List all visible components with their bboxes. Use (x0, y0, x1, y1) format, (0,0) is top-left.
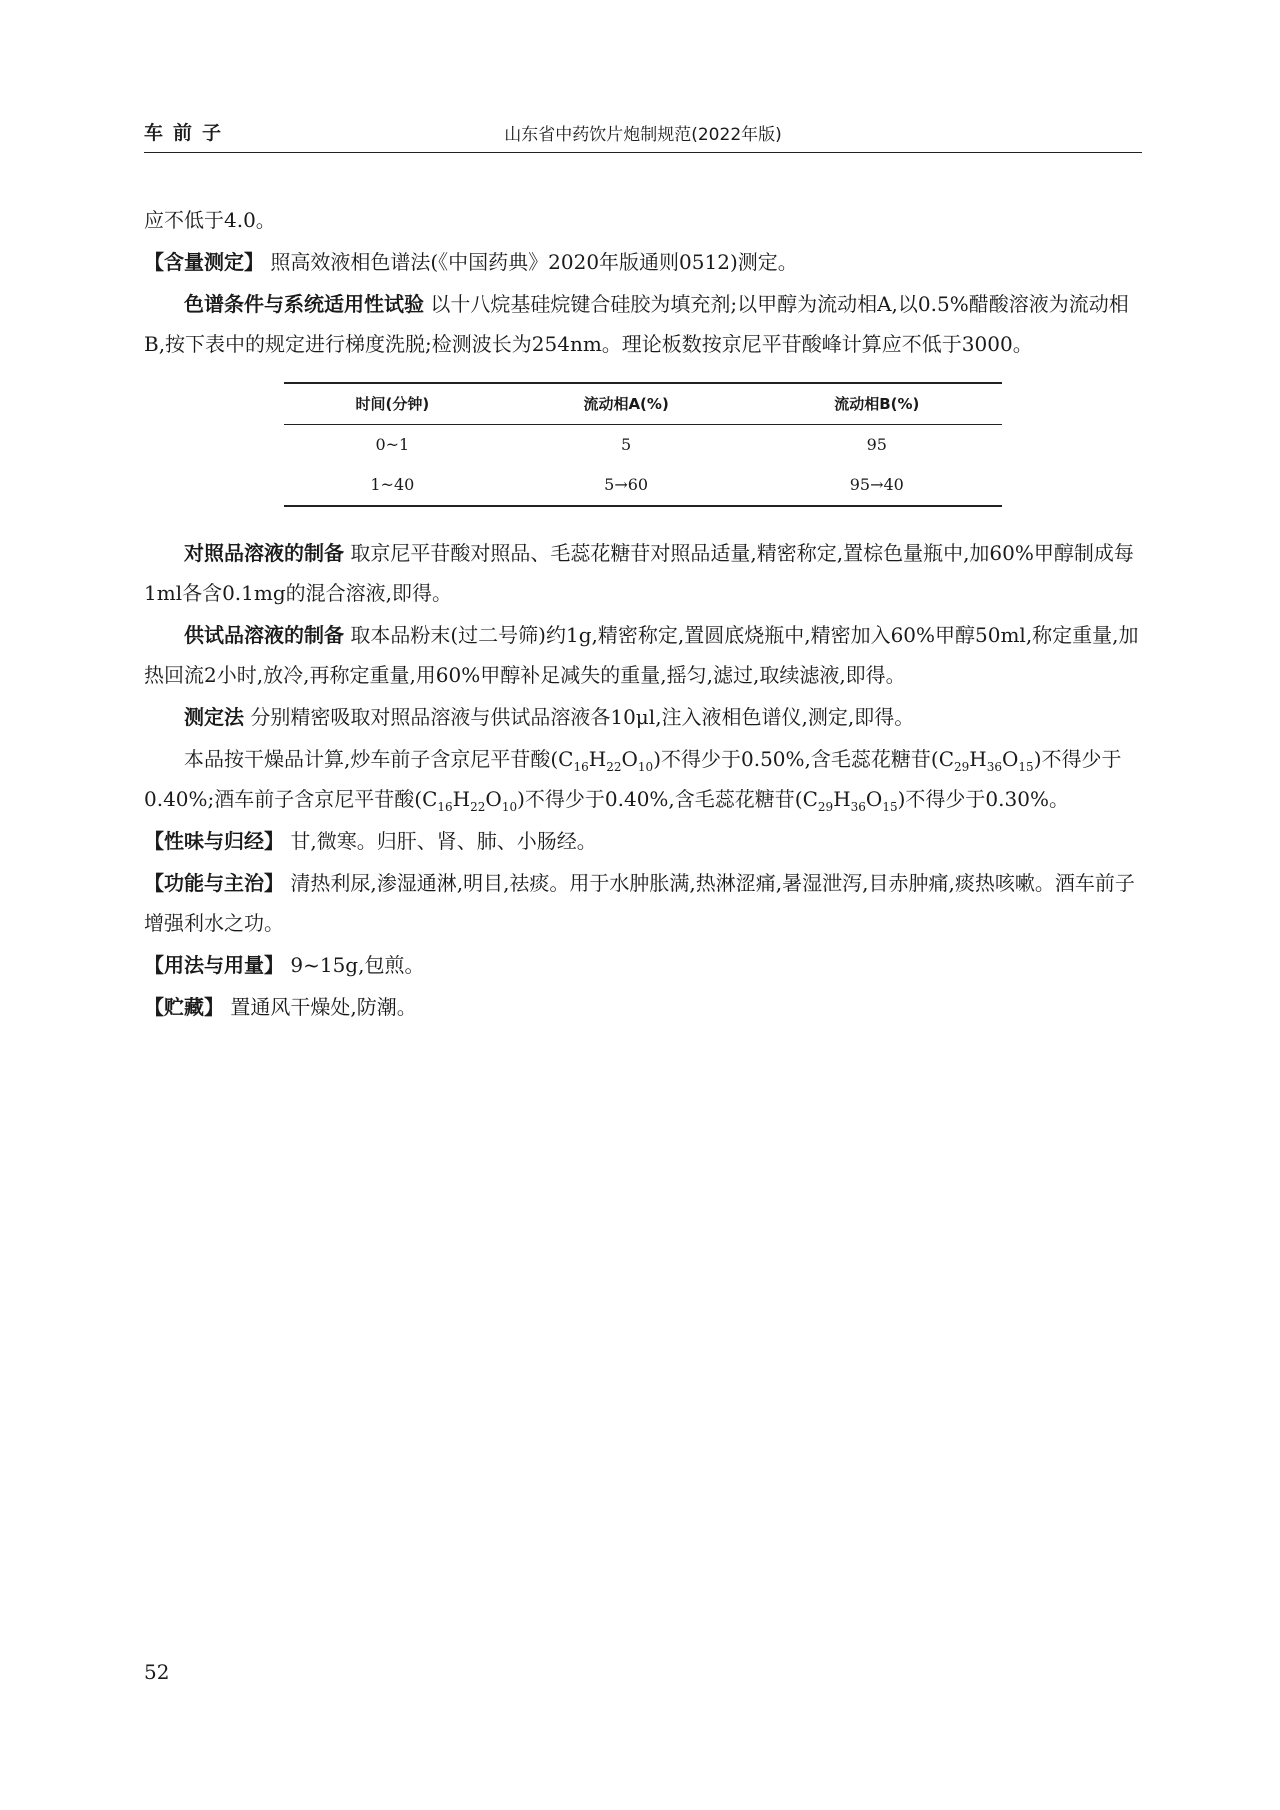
formula-symbol: O (1002, 747, 1019, 771)
formula-symbol: O (865, 787, 883, 811)
method-text: 分别精密吸取对照品溶液与供试品溶液各10μl,注入液相色谱仪,测定,即得。 (250, 705, 915, 729)
limits-text-2: )不得少于0.50%,含毛蕊花糖苷( (653, 747, 939, 771)
gradient-table (284, 382, 1002, 507)
storage-paragraph (144, 987, 1142, 1027)
test-solution-label: 供试品溶液的制备 (184, 623, 344, 647)
chapter-title: 车前子 (144, 122, 232, 144)
functions-text: 清热利尿,渗湿通淋,明目,祛痰。用于水肿胀满,热淋涩痛,暑湿泄泻,目赤肿痛,痰热咳嗽。酒车前子增强利水之功。 (144, 871, 1135, 935)
cell-time: 1~40 (284, 465, 501, 506)
gradient-table-wrapper (284, 382, 1002, 507)
storage-text: 置通风干燥处,防潮。 (230, 995, 417, 1019)
formula-subscript: 15 (882, 800, 898, 814)
functions-paragraph (144, 863, 1142, 943)
test-solution-paragraph (144, 615, 1142, 695)
chromatography-label: 色谱条件与系统适用性试验 (184, 292, 424, 316)
content-assay-paragraph (144, 242, 1142, 282)
page-body (144, 200, 1142, 1029)
limits-paragraph (144, 739, 1142, 819)
usage-label: 【用法与用量】 (144, 953, 284, 977)
test-solution-text: 取本品粉末(过二号筛)约1g,精密称定,置圆底烧瓶中,精密加入60%甲醇50ml,称定重量,加热回流2小时,放冷,再称定重量,用60%甲醇补足减失的重量,摇匀,滤过,取续滤液,即得。 (144, 623, 1139, 687)
formula-geniposidic-acid (422, 787, 518, 814)
header-phase-a: 流动相A(%) (501, 383, 752, 425)
cell-time: 0~1 (375, 435, 410, 454)
cell-phase-b: 95→40 (752, 465, 1002, 506)
running-header (144, 112, 1142, 153)
nature-label: 【性味与归经】 (144, 829, 284, 853)
nature-paragraph (144, 821, 1142, 861)
header-time: 时间(分钟) (284, 383, 501, 425)
reference-solution-text: 取京尼平苷酸对照品、毛蕊花糖苷对照品适量,精密称定,置棕色量瓶中,加60%甲醇制成每1ml各含0.1mg的混合溶液,即得。 (144, 541, 1134, 605)
formula-subscript: 10 (501, 800, 518, 814)
cell-phase-b: 95 (866, 435, 887, 454)
storage-label: 【贮藏】 (144, 995, 224, 1019)
book-title: 山东省中药饮片炮制规范(2022年版) (504, 125, 782, 145)
formula-subscript: 10 (637, 760, 654, 774)
cell-phase-a: 5→60 (501, 465, 752, 506)
page-number: 52 (144, 1660, 170, 1684)
reference-solution-paragraph (144, 533, 1142, 613)
method-paragraph (144, 697, 1142, 737)
formula-geniposidic-acid (558, 747, 654, 774)
formula-symbol: C (938, 747, 954, 771)
usage-paragraph (144, 945, 1142, 985)
formula-subscript: 16 (573, 760, 589, 774)
formula-subscript: 16 (437, 800, 453, 814)
limits-text-3: )不得少于0.40%;酒车前子含京尼平苷酸( (144, 747, 1122, 811)
table-row (284, 465, 1002, 506)
formula-subscript: 29 (954, 760, 970, 774)
formula-subscript: 15 (1018, 760, 1034, 774)
formula-symbol: H (452, 787, 471, 811)
formula-verbascoside (938, 747, 1034, 774)
formula-symbol: C (422, 787, 438, 811)
formula-symbol: C (558, 747, 574, 771)
formula-symbol: O (621, 747, 638, 771)
formula-symbol: H (588, 747, 607, 771)
content-assay-text: 照高效液相色谱法(《中国药典》2020年版通则0512)测定。 (270, 250, 798, 274)
formula-subscript: 22 (606, 760, 622, 774)
header-phase-b: 流动相B(%) (752, 383, 1002, 425)
usage-text: 9~15g,包煎。 (290, 953, 425, 977)
table-row (284, 425, 1002, 466)
nature-text: 甘,微寒。归肝、肾、肺、小肠经。 (290, 829, 597, 853)
cell-phase-a: 5 (621, 435, 632, 454)
content-assay-label: 【含量测定】 (144, 250, 264, 274)
functions-label: 【功能与主治】 (144, 871, 284, 895)
formula-symbol: H (969, 747, 987, 771)
chromatography-text: 以十八烷基硅烷键合硅胶为填充剂;以甲醇为流动相A,以0.5%醋酸溶液为流动相B,按下表中的规定进行梯度洗脱;检测波长为254nm。理论板数按京尼平苷酸峰计算应不低于3000。 (144, 292, 1129, 356)
reference-solution-label: 对照品溶液的制备 (184, 541, 344, 565)
formula-symbol: C (802, 787, 818, 811)
formula-subscript: 36 (850, 800, 866, 814)
intro-line: 应不低于4.0。 (144, 208, 276, 232)
formula-subscript: 22 (470, 800, 486, 814)
method-label: 测定法 (184, 705, 244, 729)
table-header-row (284, 383, 1002, 425)
chromatography-paragraph (144, 284, 1142, 364)
formula-subscript: 29 (817, 800, 834, 814)
limits-text-5: )不得少于0.30%。 (897, 787, 1069, 811)
formula-verbascoside (802, 787, 898, 814)
limits-text-4: )不得少于0.40%,含毛蕊花糖苷( (517, 787, 803, 811)
formula-subscript: 36 (986, 760, 1003, 774)
formula-symbol: H (833, 787, 851, 811)
limits-text-1: 本品按干燥品计算,炒车前子含京尼平苷酸( (184, 747, 559, 771)
formula-symbol: O (485, 787, 502, 811)
